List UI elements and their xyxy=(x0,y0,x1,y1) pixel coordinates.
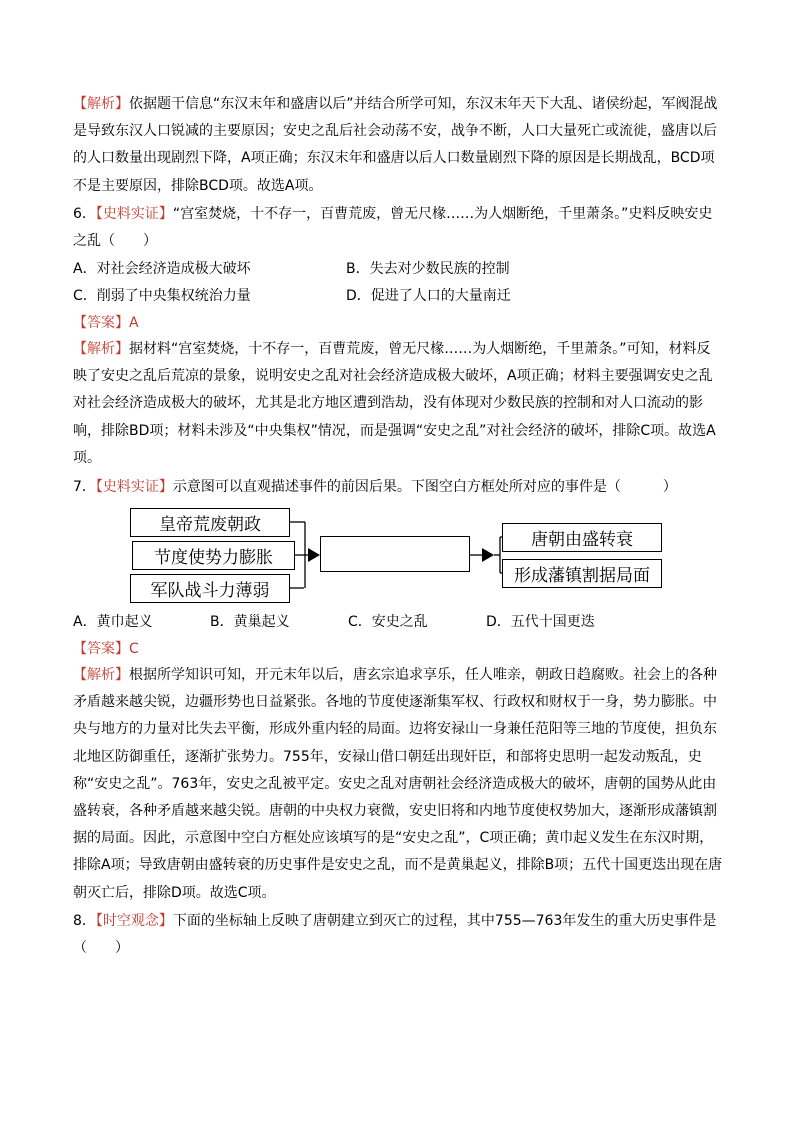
option-a: A．黄巾起义 xyxy=(73,614,153,630)
analysis-text: 依据题干信息“东汉末年和盛唐以后”并结合所学可知，东汉末年天下大乱、诸侯纷起，军阀混战是导致东汉人口锐减的主要原因；安史之乱后社会动荡不安，战争不断，人口大量死亡或流徙，盛唐以后的人口数量出现剧烈下降，A项正确；东汉末年和盛唐以后人口数量剧烈下降的原因是长期战乱，BCD项不是主要原因，排除BCD项。故选A项。 xyxy=(73,96,718,194)
option-d: D．五代十国更迭 xyxy=(486,614,595,630)
option-c: C．削弱了中央集权统治力量 xyxy=(73,288,251,304)
option-c: C．安史之乱 xyxy=(348,614,428,630)
analysis-label: 【解析】 xyxy=(73,667,129,683)
question-8-stem xyxy=(73,908,723,962)
blank-event-box xyxy=(320,536,470,572)
question-tag: 【史料实证】 xyxy=(95,479,173,495)
cause-box-2: 节度使势力膨胀 xyxy=(132,541,295,570)
question-number: 8． xyxy=(73,913,96,929)
question-text: 示意图可以直观描述事件的前因后果。下图空白方框处所对应的事件是（ ） xyxy=(172,479,677,495)
option-b: B．失去对少数民族的控制 xyxy=(346,261,510,277)
effect-box-1: 唐朝由盛转衰 xyxy=(502,523,662,552)
question-7-stem xyxy=(73,474,723,501)
effect-box-2: 形成藩镇割据局面 xyxy=(502,559,662,588)
question-tag: 【时空观念】 xyxy=(95,913,173,929)
cause-box-1: 皇帝荒废朝政 xyxy=(130,508,290,537)
analysis-text: 根据所学知识可知，开元末年以后，唐玄宗追求享乐，任人唯亲，朝政日趋腐败。社会上的各种矛盾越来越尖锐，边疆形势也日益紧张。各地的节度使逐渐集军权、行政权和财权于一身，势力膨胀。中央与地方的力量对比失去平衡，形成外重内轻的局面。边将安禄山一身兼任范阳等三地的节度使，担负东北地区防御重任，逐渐扩张势力。755年，安禄山借口朝廷出现奸臣，和部将史思明一起发动叛乱，史称“安史之乱”。763年，安史之乱被平定。安史之乱对唐朝社会经济造成极大的破坏，唐朝的国势从此由盛转衰，各种矛盾越来越尖锐。唐朝的中央权力衰微，安史旧将和内地节度使权势加大，逐渐形成藩镇割据的局面。因此，示意图中空白方框处应该填写的是“安史之乱”，C项正确；黄巾起义发生在东汉时期，排除A项；导致唐朝由盛转衰的历史事件是安史之乱，而不是黄巢起义，排除B项；五代十国更迭出现在唐朝灭亡后，排除D项。故选C项。 xyxy=(73,667,723,901)
answer-value: A xyxy=(129,315,139,331)
question-6-stem xyxy=(73,201,723,255)
question-6-answer xyxy=(73,310,139,336)
question-7-analysis xyxy=(73,662,723,907)
q5-analysis xyxy=(73,91,723,200)
option-b: B．黄巢起义 xyxy=(210,614,290,630)
analysis-text: 据材料“宫室焚烧，十不存一，百曹荒废，曾无尺椽……为人烟断绝，千里萧条。”可知，材料反映了安史之乱后荒凉的景象，说明安史之乱对社会经济造成极大破坏，A项正确；材料主要强调安史之乱对社会经济造成极大的破坏，尤其是北方地区遭到浩劫，没有体现对少数民族的控制和对人口流动的影响，排除BD项；材料未涉及“中央集权”情况，而是强调“安史之乱”对社会经济的破坏，排除C项。故选A项。 xyxy=(73,341,716,466)
question-text: 下面的坐标轴上反映了唐朝建立到灭亡的过程，其中755—763年发生的重大历史事件是（ ） xyxy=(73,913,717,957)
question-text: “宫室焚烧，十不存一，百曹荒废，曾无尺椽……为人烟断绝，千里萧条。”史料反映安史之乱（ ） xyxy=(73,206,713,250)
cause-effect-diagram xyxy=(130,506,670,604)
answer-label: 【答案】 xyxy=(73,315,129,331)
question-tag: 【史料实证】 xyxy=(95,206,173,222)
cause-box-3: 军队战斗力薄弱 xyxy=(130,574,290,603)
question-6-analysis xyxy=(73,336,723,472)
analysis-label: 【解析】 xyxy=(73,341,129,357)
analysis-label: 【解析】 xyxy=(73,96,129,112)
answer-label: 【答案】 xyxy=(73,641,129,657)
option-a: A．对社会经济造成极大破坏 xyxy=(73,261,251,277)
question-number: 6． xyxy=(73,206,96,222)
option-d: D．促进了人口的大量南迁 xyxy=(346,288,511,304)
question-7-answer xyxy=(73,636,139,662)
question-number: 7． xyxy=(73,479,96,495)
answer-value: C xyxy=(129,641,139,657)
